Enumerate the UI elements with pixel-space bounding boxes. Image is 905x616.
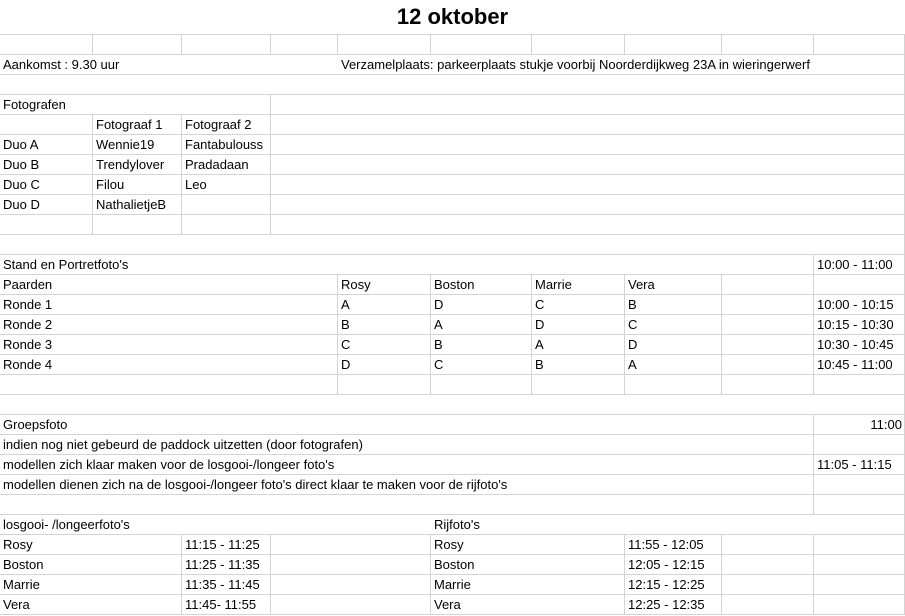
grid-line	[721, 274, 722, 394]
duo-cell[interactable]: Duo C	[3, 177, 40, 192]
horse-header-marrie[interactable]: Marrie	[535, 277, 572, 292]
grid-line	[0, 94, 905, 95]
grid-line	[0, 414, 905, 415]
round-cell[interactable]: B	[628, 297, 637, 312]
group-note-1[interactable]: indien nog niet gebeurd de paddock uitzetten (door fotografen)	[3, 437, 363, 452]
grid-line	[531, 34, 532, 54]
meeting-point-cell[interactable]: Verzamelplaats: parkeerplaats stukje voorbij Noorderdijkweg 23A in wieringerwerf	[341, 57, 810, 72]
arrival-cell[interactable]: Aankomst : 9.30 uur	[3, 57, 120, 72]
riding-horse[interactable]: Rosy	[434, 537, 464, 552]
round-cell[interactable]: B	[535, 357, 544, 372]
grid-line	[813, 534, 814, 614]
round-cell[interactable]: C	[341, 337, 351, 352]
photographer-cell[interactable]: Pradadaan	[185, 157, 249, 172]
riding-time[interactable]: 12:05 - 12:15	[628, 557, 705, 572]
round-cell[interactable]: D	[434, 297, 444, 312]
photographers-heading[interactable]: Fotografen	[3, 97, 66, 112]
grid-line	[0, 334, 905, 335]
round-cell[interactable]: A	[628, 357, 637, 372]
photographer-cell[interactable]: Leo	[185, 177, 207, 192]
round-cell[interactable]: C	[628, 317, 638, 332]
round-name[interactable]: Ronde 3	[3, 337, 53, 352]
round-cell[interactable]: D	[341, 357, 351, 372]
lunge-horse[interactable]: Boston	[3, 557, 44, 572]
grid-line	[0, 34, 905, 35]
duo-cell[interactable]: Duo B	[3, 157, 40, 172]
riding-time[interactable]: 12:25 - 12:35	[628, 597, 705, 612]
lunge-time[interactable]: 11:35 - 11:45	[185, 577, 260, 592]
grid-line	[0, 354, 905, 355]
photographer-cell[interactable]: Trendylover	[96, 157, 165, 172]
grid-line	[92, 34, 93, 54]
round-name[interactable]: Ronde 4	[3, 357, 53, 372]
horse-header-boston[interactable]: Boston	[434, 277, 475, 292]
grid-line	[337, 34, 338, 54]
grid-line	[0, 374, 905, 375]
round-cell[interactable]: D	[535, 317, 545, 332]
group-note-3[interactable]: modellen dienen zich na de losgooi-/longeer foto's direct klaar te maken voor de rijfoto's	[3, 477, 508, 492]
grid-line	[624, 34, 625, 54]
riding-time[interactable]: 11:55 - 12:05	[628, 537, 704, 552]
horses-label[interactable]: Paarden	[3, 277, 53, 292]
photographer-cell[interactable]: NathalietjeB	[96, 197, 167, 212]
photographer-cell[interactable]: Filou	[96, 177, 125, 192]
round-cell[interactable]: C	[535, 297, 545, 312]
riding-horse[interactable]: Marrie	[434, 577, 471, 592]
round-cell[interactable]: B	[434, 337, 443, 352]
lunge-heading[interactable]: losgooi- /longeerfoto's	[3, 517, 130, 532]
sheet-title[interactable]: 12 oktober	[396, 4, 509, 29]
lunge-time[interactable]: 11:45- 11:55	[185, 597, 257, 612]
round-name[interactable]: Ronde 1	[3, 297, 53, 312]
grid-line	[0, 254, 905, 255]
stand-time[interactable]: 10:00 - 11:00	[817, 257, 893, 272]
lunge-horse[interactable]: Rosy	[3, 537, 33, 552]
duo-cell[interactable]: Duo D	[3, 197, 40, 212]
horse-header-rosy[interactable]: Rosy	[341, 277, 371, 292]
photographer-cell[interactable]: Wennie19	[96, 137, 155, 152]
round-cell[interactable]: A	[535, 337, 544, 352]
duo-cell[interactable]: Duo A	[3, 137, 39, 152]
grid-line	[0, 394, 905, 395]
grid-line	[721, 534, 722, 614]
round-cell[interactable]: A	[341, 297, 350, 312]
horse-header-vera[interactable]: Vera	[628, 277, 655, 292]
grid-line	[270, 94, 271, 234]
grid-line	[813, 34, 814, 54]
riding-time[interactable]: 12:15 - 12:25	[628, 577, 705, 592]
round-cell[interactable]: B	[341, 317, 350, 332]
stand-heading[interactable]: Stand en Portretfoto's	[3, 257, 129, 272]
grid-line	[0, 234, 905, 235]
riding-horse[interactable]: Boston	[434, 557, 475, 572]
round-time[interactable]: 10:45 - 11:00	[817, 357, 893, 372]
round-cell[interactable]: C	[434, 357, 444, 372]
photographer-cell[interactable]: Fantabulouss	[185, 137, 264, 152]
grid-line	[0, 314, 905, 315]
round-name[interactable]: Ronde 2	[3, 317, 53, 332]
riding-heading[interactable]: Rijfoto's	[434, 517, 480, 532]
col-photographer-2[interactable]: Fotograaf 2	[185, 117, 252, 132]
group-note-2[interactable]: modellen zich klaar maken voor de losgooi-/longeer foto's	[3, 457, 335, 472]
lunge-horse[interactable]: Marrie	[3, 577, 40, 592]
grid-line	[270, 34, 271, 54]
round-time[interactable]: 10:15 - 10:30	[817, 317, 894, 332]
round-cell[interactable]: A	[434, 317, 443, 332]
grid-line	[430, 34, 431, 54]
grid-line	[270, 534, 271, 614]
grid-line	[181, 34, 182, 54]
grid-line	[721, 34, 722, 54]
round-time[interactable]: 10:30 - 10:45	[817, 337, 894, 352]
lunge-time[interactable]: 11:25 - 11:35	[185, 557, 260, 572]
riding-horse[interactable]: Vera	[434, 597, 461, 612]
round-time[interactable]: 10:00 - 10:15	[817, 297, 894, 312]
col-photographer-1[interactable]: Fotograaf 1	[96, 117, 163, 132]
group-time[interactable]: 11:00	[870, 417, 902, 432]
lunge-time[interactable]: 11:15 - 11:25	[185, 537, 260, 552]
group-note-2-time[interactable]: 11:05 - 11:15	[817, 457, 892, 472]
group-heading[interactable]: Groepsfoto	[3, 417, 68, 432]
lunge-horse[interactable]: Vera	[3, 597, 30, 612]
round-cell[interactable]: D	[628, 337, 638, 352]
